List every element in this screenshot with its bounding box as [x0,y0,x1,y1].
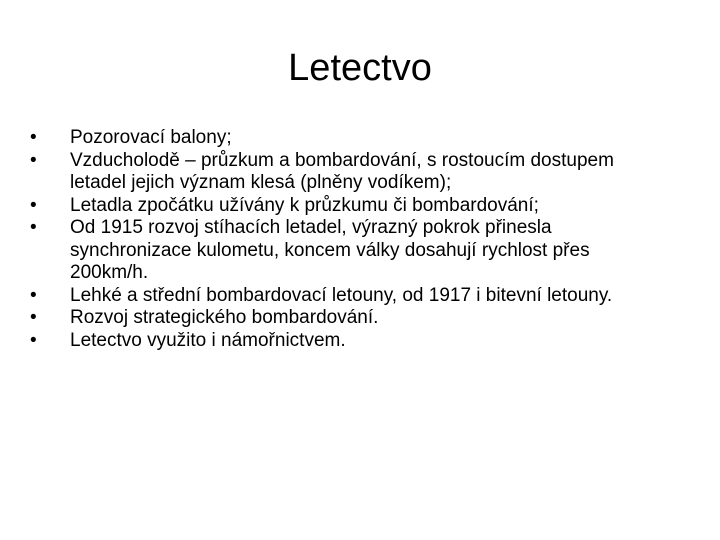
bullet-text: Letadla zpočátku užívány k průzkumu či bombardování; [70,194,539,216]
bullet-text: Lehké a střední bombardovací letouny, od 1917 i bitevní letouny. [70,284,613,306]
bullet-item-2 [30,150,670,195]
bullet-text: Letectvo využito i námořnictvem. [70,329,346,351]
bullet-dot-icon: • [30,307,37,328]
bullet-dot-icon: • [30,149,37,171]
bullet-dot-icon: • [30,127,37,148]
bullet-text: Od 1915 rozvoj stíhacích letadel, výrazný pokrok přinesla synchronizace kulometu, koncem války dosahují rychlost přes 200km/h. [70,217,590,283]
bullet-dot-icon: • [30,217,37,238]
bullet-item-3 [30,195,670,218]
bullet-item-7 [30,330,670,353]
bullet-item-6 [30,307,670,330]
bullet-list [30,127,670,352]
bullet-text: Vzducholodě – průzkum a bombardování, s rostoucím dostupem letadel jejich význam klesá (plněny vodíkem); [70,149,614,193]
bullet-dot-icon: • [30,194,37,216]
bullet-item-4 [30,217,670,285]
bullet-dot-icon: • [30,329,37,351]
bullet-dot-icon: • [30,284,37,306]
bullet-item-1 [30,127,670,150]
bullet-text: Rozvoj strategického bombardování. [70,307,379,328]
bullet-text: Pozorovací balony; [70,127,232,148]
bullet-item-5 [30,285,670,308]
slide-title: Letectvo [288,47,432,89]
